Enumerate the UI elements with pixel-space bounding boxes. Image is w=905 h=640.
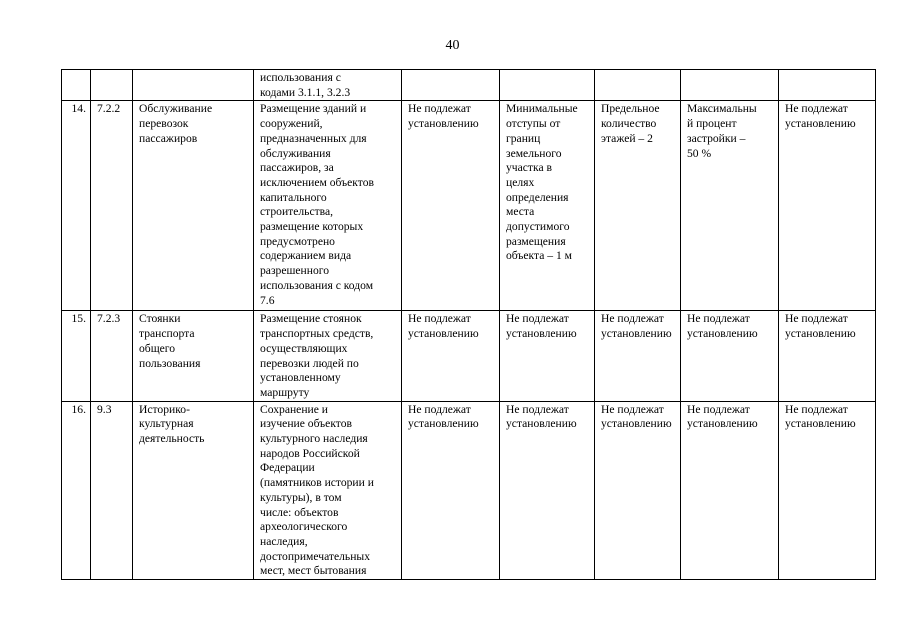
use-name-cell: Обслуживание перевозок пассажиров <box>133 101 254 311</box>
param-cell: Не подлежат установлению <box>779 401 876 579</box>
table-row <box>62 401 876 579</box>
use-name-cell: Стоянки транспорта общего пользования <box>133 311 254 401</box>
table-row <box>62 311 876 401</box>
table-row <box>62 70 876 101</box>
coverage-cell <box>681 70 779 101</box>
row-number-cell <box>62 70 91 101</box>
param-cell: Не подлежат установлению <box>402 401 500 579</box>
floors-cell <box>595 70 681 101</box>
param-cell: Не подлежат установлению <box>595 401 681 579</box>
use-name-cell <box>133 70 254 101</box>
row-number-cell: 15. <box>62 311 91 401</box>
param-cell: Не подлежат установлению <box>595 311 681 401</box>
code-cell: 9.3 <box>91 401 133 579</box>
code-cell <box>91 70 133 101</box>
code-cell: 7.2.3 <box>91 311 133 401</box>
row-number-cell: 16. <box>62 401 91 579</box>
zoning-table <box>61 69 876 580</box>
description-cell: Размещение зданий и сооружений, предназначенных для обслуживания пассажиров, за исключением объектов капитального строительства, размещение которых предусмотрено содержанием вида разрешенного использования с кодом 7.6 <box>254 101 402 311</box>
param-cell: Не подлежат установлению <box>500 401 595 579</box>
setback-cell <box>500 70 595 101</box>
param-cell: Не подлежат установлению <box>681 311 779 401</box>
param-cell: Не подлежат установлению <box>779 101 876 311</box>
coverage-cell: Максимальны й процент застройки – 50 % <box>681 101 779 311</box>
param-cell <box>779 70 876 101</box>
param-cell: Не подлежат установлению <box>500 311 595 401</box>
description-cell: Сохранение и изучение объектов культурного наследия народов Российской Федерации (памятников истории и культуры), в том числе: объектов археологического наследия, достопримечательных мест, мест бытования <box>254 401 402 579</box>
page-number: 40 <box>445 38 460 53</box>
param-cell: Не подлежат установлению <box>402 311 500 401</box>
table-row <box>62 101 876 311</box>
code-cell: 7.2.2 <box>91 101 133 311</box>
description-cell: Размещение стоянок транспортных средств, осуществляющих перевозки людей по установленному маршруту <box>254 311 402 401</box>
param-cell: Не подлежат установлению <box>779 311 876 401</box>
use-name-cell: Историко- культурная деятельность <box>133 401 254 579</box>
row-number-cell: 14. <box>62 101 91 311</box>
description-cell: использования с кодами 3.1.1, 3.2.3 <box>254 70 402 101</box>
floors-cell: Предельное количество этажей – 2 <box>595 101 681 311</box>
param-cell <box>402 70 500 101</box>
param-cell: Не подлежат установлению <box>681 401 779 579</box>
param-cell: Не подлежат установлению <box>402 101 500 311</box>
setback-cell: Минимальные отступы от границ земельного участка в целях определения места допустимого размещения объекта – 1 м <box>500 101 595 311</box>
